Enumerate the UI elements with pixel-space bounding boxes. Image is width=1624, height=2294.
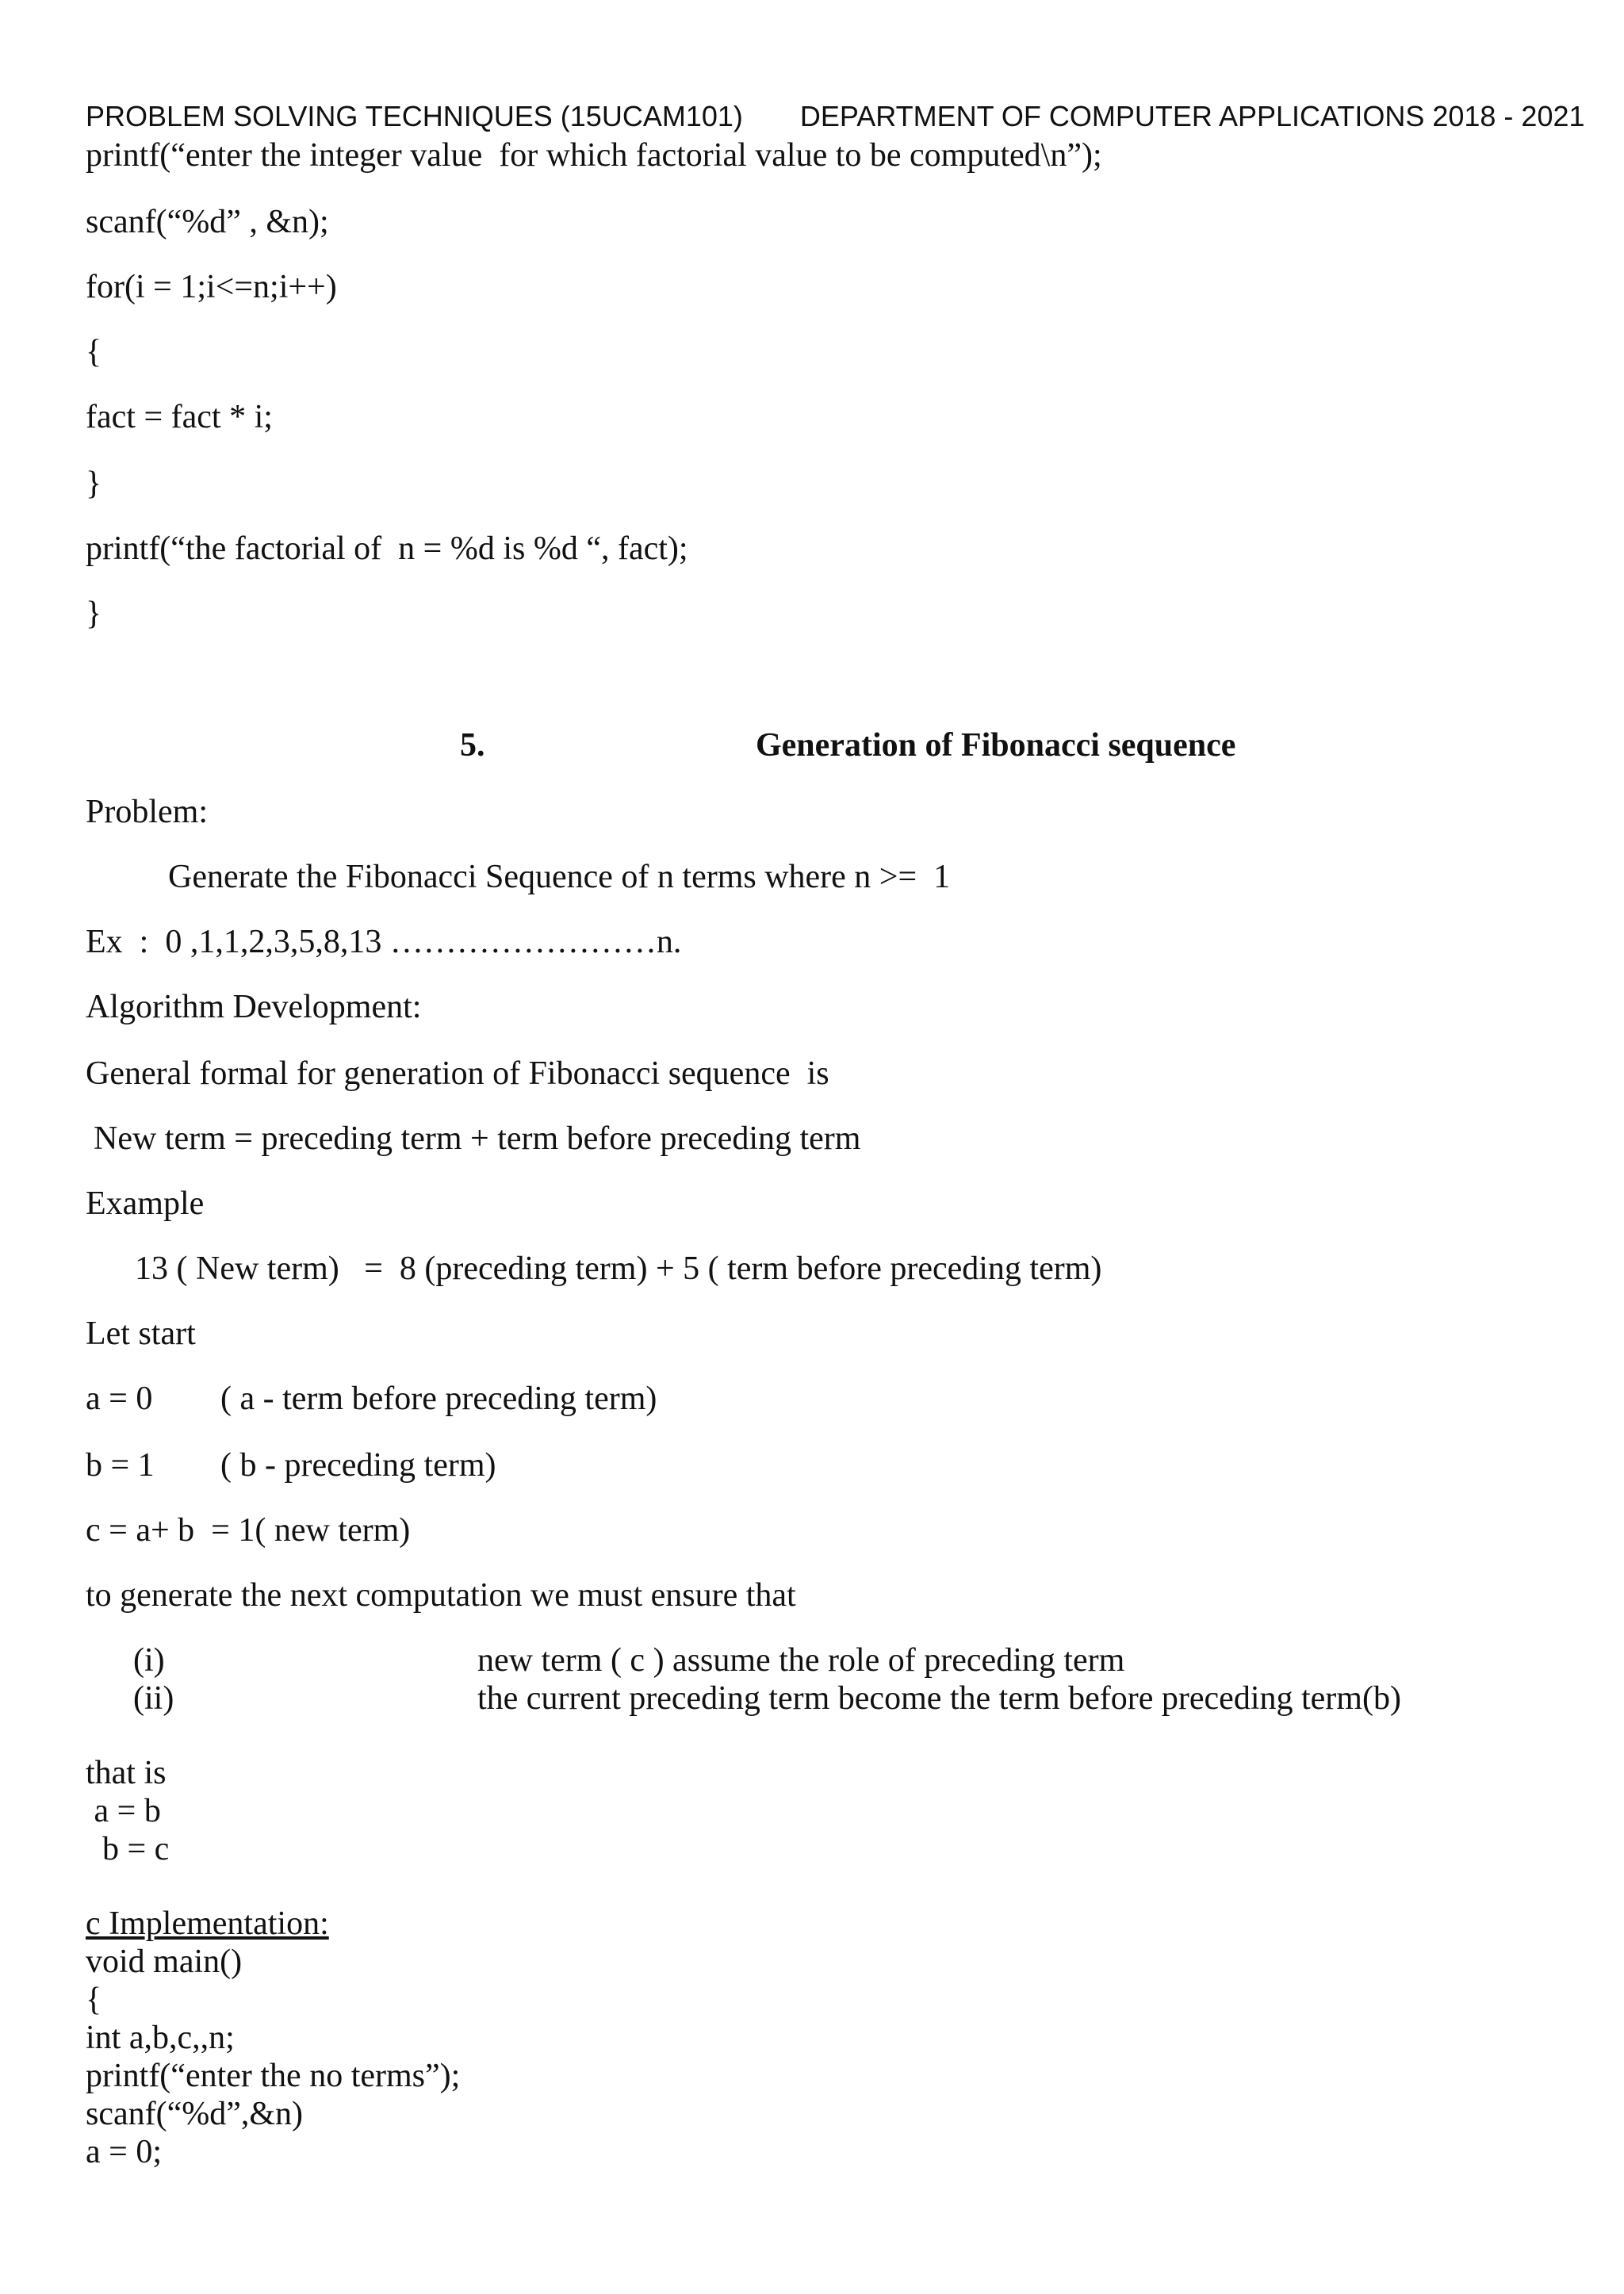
code-line: printf(“enter the integer value for which factorial value to be computed\n”);	[86, 137, 1102, 174]
code-line: scanf(“%d”,&n)	[86, 2096, 304, 2132]
var-a-lhs: a = 0	[86, 1381, 153, 1417]
list-number: (i)	[133, 1642, 165, 1679]
ensure-line: to generate the next computation we must ensure that	[86, 1577, 796, 1614]
assign-line: b = c	[86, 1831, 170, 1867]
c-line: c = a+ b = 1( new term)	[86, 1512, 411, 1549]
section-title: Generation of Fibonacci sequence	[756, 727, 1236, 764]
problem-label: Problem:	[86, 794, 208, 830]
code-line: int a,b,c,,n;	[86, 2020, 235, 2056]
example-sequence: Ex : 0 ,1,1,2,3,5,8,13 ……………………n.	[86, 924, 682, 960]
problem-text: Generate the Fibonacci Sequence of n terms where n >= 1	[168, 859, 951, 895]
var-b-lhs: b = 1	[86, 1447, 155, 1484]
page-header	[86, 100, 1585, 133]
list-item: new term ( c ) assume the role of preceding term	[477, 1642, 1125, 1679]
code-line: {	[86, 1982, 102, 2018]
let-start: Let start	[86, 1316, 196, 1352]
code-line: for(i = 1;i<=n;i++)	[86, 269, 337, 305]
algorithm-label: Algorithm Development:	[86, 989, 422, 1025]
header-course: PROBLEM SOLVING TECHNIQUES (15UCAM101)	[86, 100, 743, 132]
code-line: }	[86, 465, 102, 502]
section-number: 5.	[460, 727, 485, 764]
header-department: DEPARTMENT OF COMPUTER APPLICATIONS 2018 - 2021	[799, 100, 1585, 132]
example-label: Example	[86, 1185, 205, 1222]
code-line: }	[86, 596, 102, 632]
list-number: (ii)	[133, 1680, 174, 1717]
example-line: 13 ( New term) = 8 (preceding term) + 5 ( term before preceding term)	[135, 1250, 1102, 1287]
var-a-desc: ( a - term before preceding term)	[220, 1381, 657, 1417]
formula-line: New term = preceding term + term before preceding term	[94, 1120, 861, 1157]
code-line: void main()	[86, 1944, 243, 1980]
list-item: the current preceding term become the term before preceding term(b)	[477, 1680, 1401, 1717]
that-is: that is	[86, 1755, 167, 1791]
code-line: a = 0;	[86, 2134, 162, 2170]
implementation-label: c Implementation:	[86, 1905, 329, 1942]
code-line: fact = fact * i;	[86, 399, 273, 435]
code-line: {	[86, 334, 102, 370]
code-line: printf(“the factorial of n = %d is %d “, fact);	[86, 530, 688, 567]
code-line: printf(“enter the no terms”);	[86, 2058, 461, 2094]
var-b-desc: ( b - preceding term)	[220, 1447, 496, 1484]
general-formal-line: General formal for generation of Fibonacci sequence is	[86, 1055, 829, 1092]
code-line: scanf(“%d” , &n);	[86, 204, 329, 240]
assign-line: a = b	[86, 1793, 161, 1829]
